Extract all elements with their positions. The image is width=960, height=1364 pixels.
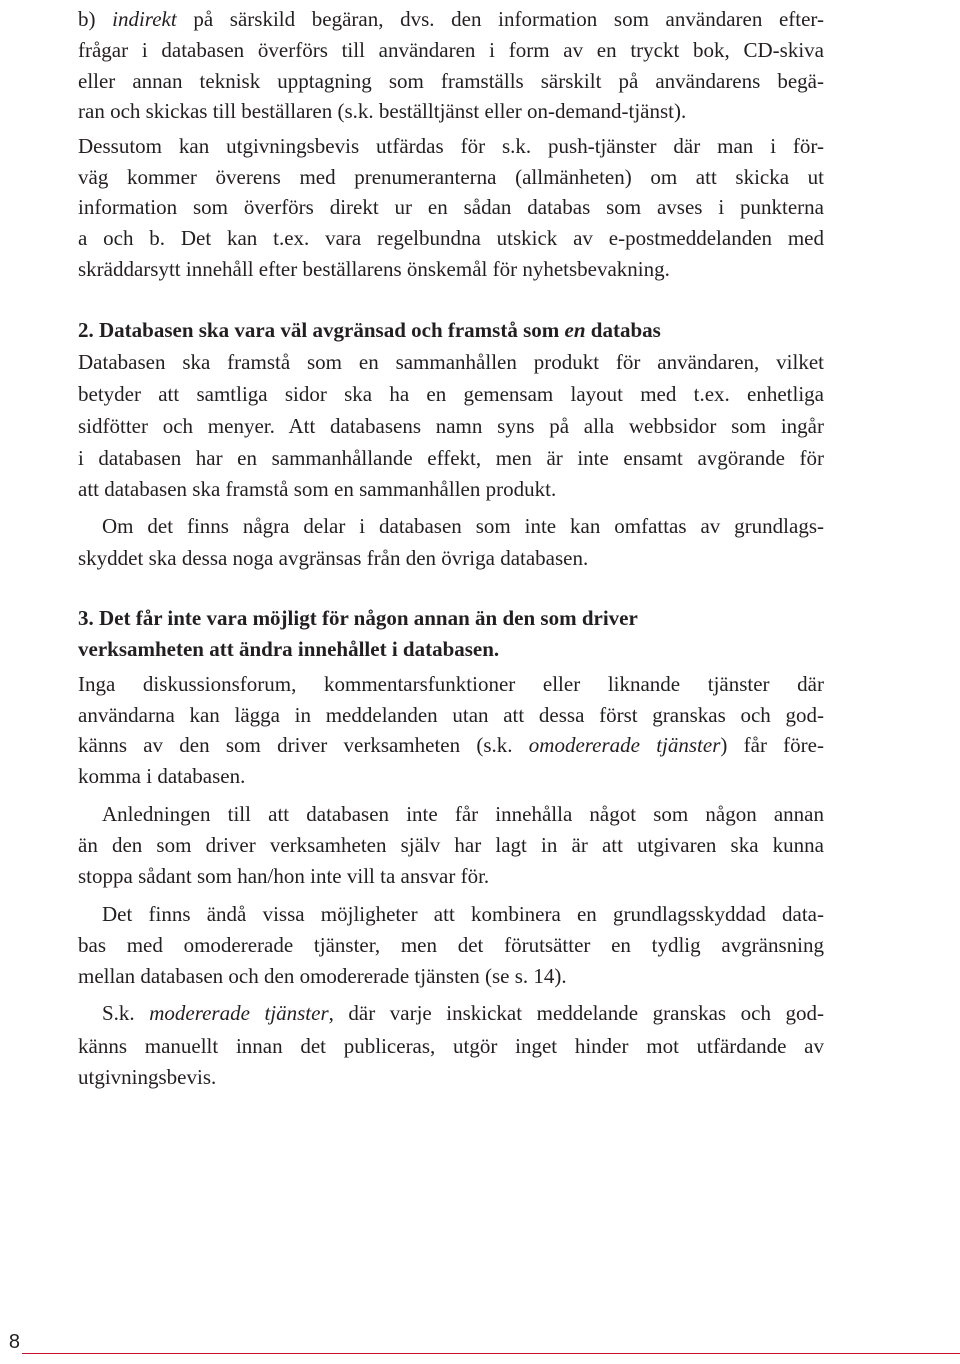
body-text-line: Det finns ändå vissa möjligheter att kombinera en grundlagsskyddad data- — [102, 902, 824, 926]
body-text-line: sidfötter och menyer. Att databasens namn syns på alla webbsidor som ingår — [78, 414, 824, 438]
body-text-line: skyddet ska dessa noga avgränsas från den övriga databasen. — [78, 546, 589, 570]
body-text-line: betyder att samtliga sidor ska ha en gemensam layout med t.ex. enhetliga — [78, 382, 824, 406]
section-heading-3: 3. Det får inte vara möjligt för någon annan än den som driver — [78, 606, 638, 630]
body-text-line: Databasen ska framstå som en sammanhållen produkt för användaren, vilket — [78, 350, 824, 374]
body-text-line: komma i databasen. — [78, 764, 246, 788]
body-text-line: i databasen har en sammanhållande effekt, men är inte ensamt avgörande för — [78, 446, 824, 470]
body-text-line: utgivningsbevis. — [78, 1065, 217, 1089]
body-text-line: information som överförs direkt ur en sådan databas som avses i punkterna — [78, 195, 824, 219]
section-heading-2: 2. Databasen ska vara väl avgränsad och framstå som en databas — [78, 318, 661, 342]
body-text-line: känns manuellt innan det publiceras, utgör inget hinder mot utfärdande av — [78, 1034, 824, 1058]
page-number: 8 — [8, 1331, 20, 1353]
body-text-line: mellan databasen och den omodererade tjänsten (se s. 14). — [78, 964, 567, 988]
body-text-line: väg kommer överens med prenumeranterna (allmänheten) om att skicka ut — [78, 165, 824, 189]
body-text-line: än den som driver verksamheten själv har lagt in är att utgivaren ska kunna — [78, 833, 824, 857]
body-text-line: skräddarsytt innehåll efter beställarens önskemål för nyhetsbevakning. — [78, 257, 670, 281]
body-text-line: Anledningen till att databasen inte får innehålla något som någon annan — [102, 802, 824, 826]
body-text-line: Om det finns några delar i databasen som inte kan omfattas av grundlags- — [102, 514, 824, 538]
body-text-line: eller annan teknisk upptagning som framställs särskilt på användarens begä- — [78, 69, 824, 93]
body-text-line: bas med omodererade tjänster, men det förutsätter en tydlig avgränsning — [78, 933, 824, 957]
body-text-line: ran och skickas till beställaren (s.k. beställtjänst eller on-demand-tjänst). — [78, 99, 687, 123]
body-text-line: Dessutom kan utgivningsbevis utfärdas för s.k. push-tjänster där man i för- — [78, 134, 824, 158]
body-text-line: a och b. Det kan t.ex. vara regelbundna utskick av e-postmeddelanden med — [78, 226, 824, 250]
body-text-line: att databasen ska framstå som en sammanhållen produkt. — [78, 477, 557, 501]
section-heading-3: verksamheten att ändra innehållet i databasen. — [78, 637, 500, 661]
body-text-line: S.k. modererade tjänster, där varje inskickat meddelande granskas och god- — [102, 1001, 824, 1025]
body-text-line: användarna kan lägga in meddelanden utan att dessa först granskas och god- — [78, 703, 824, 727]
body-text-line: frågar i databasen överförs till användaren i form av en tryckt bok, CD-skiva — [78, 38, 824, 62]
body-text-line: b) indirekt på särskild begäran, dvs. den information som användaren efter- — [78, 7, 824, 31]
footer-rule — [22, 1353, 960, 1354]
body-text-line: Inga diskussionsforum, kommentarsfunktioner eller liknande tjänster där — [78, 672, 824, 696]
body-text-line: stoppa sådant som han/hon inte vill ta ansvar för. — [78, 864, 490, 888]
body-text-line: känns av den som driver verksamheten (s.k. omodererade tjänster) får före- — [78, 733, 824, 757]
